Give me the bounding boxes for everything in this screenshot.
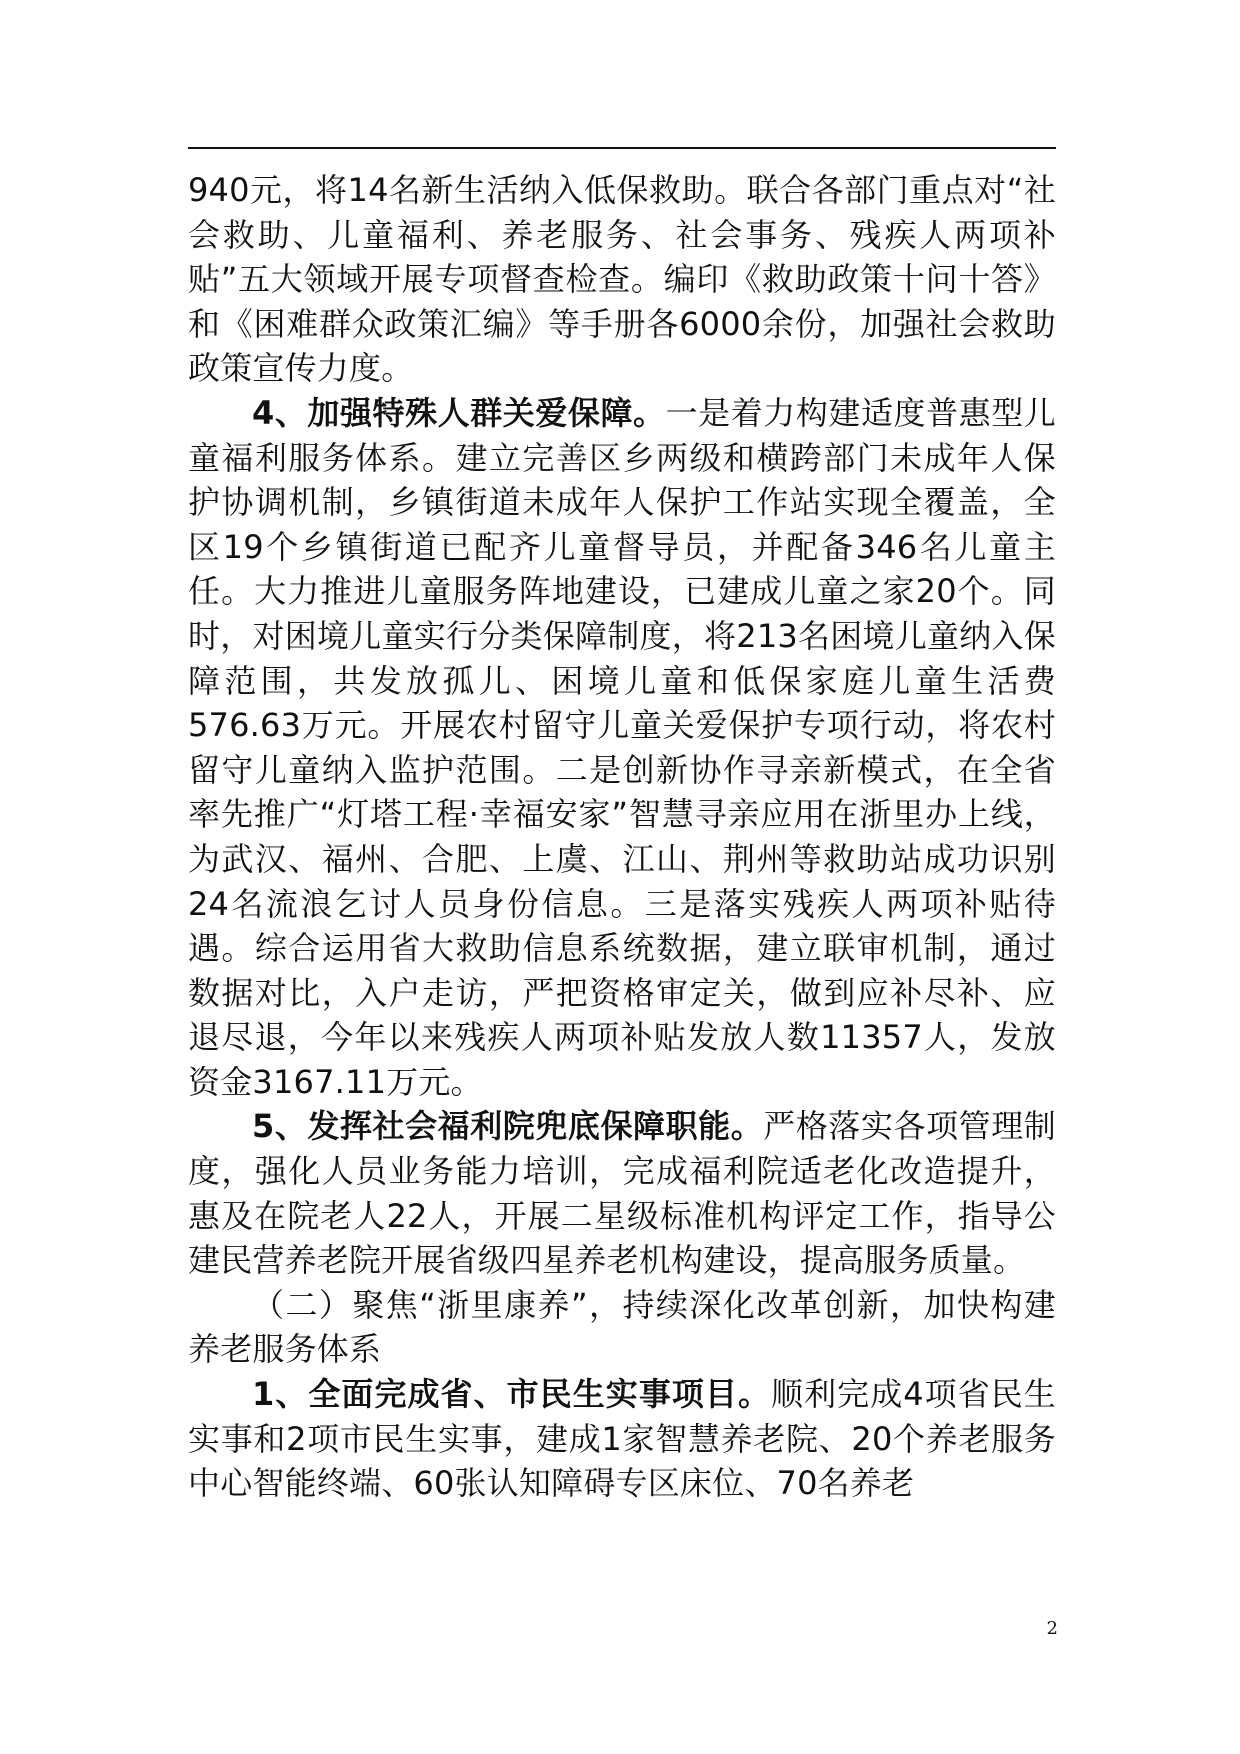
paragraph-text: 顺利完成4项省民生实事和2项市民生实事，建成1家智慧养老院、20个养老服务中心智能终端、60张认知障碍专区床位、70名养老 [188,1375,1056,1503]
section-heading [188,1283,1056,1372]
section-heading-text: （二）聚焦“浙里康养”，持续深化改革创新，加快构建养老服务体系 [188,1285,1056,1369]
paragraph-heading: 1、全面完成省、市民生实事项目。 [252,1375,772,1414]
header-rule [188,147,1056,149]
document-body [188,168,1056,1506]
page-number: 2 [1046,1618,1058,1639]
paragraph-heading: 5、发挥社会福利院兜底保障职能。 [252,1107,764,1146]
paragraph-text: 940元，将14名新生活纳入低保救助。联合各部门重点对“社会救助、儿童福利、养老服务、社会事务、残疾人两项补贴”五大领域开展专项督查检查。编印《救助政策十问十答》和《困难群众政策汇编》等手册各6000余份，加强社会救助政策宣传力度。 [188,171,1056,388]
paragraph [188,1104,1056,1282]
paragraph [188,391,1056,1105]
paragraph-heading: 4、加强特殊人群关爱保障。 [252,393,666,432]
paragraph [188,168,1056,391]
paragraph-text: 严格落实各项管理制度，强化人员业务能力培训，完成福利院适老化改造提升，惠及在院老人22人，开展二星级标准机构评定工作，指导公建民营养老院开展省级四星养老机构建设，提高服务质量。 [188,1107,1056,1280]
paragraph [188,1372,1056,1506]
paragraph-text: 一是着力构建适度普惠型儿童福利服务体系。建立完善区乡两级和横跨部门未成年人保护协调机制，乡镇街道未成年人保护工作站实现全覆盖，全区19个乡镇街道已配齐儿童督导员，并配备346名儿童主任。大力推进儿童服务阵地建设，已建成儿童之家20个。同时，对困境儿童实行分类保障制度，将213名困境儿童纳入保障范围，共发放孤儿、困境儿童和低保家庭儿童生活费576.63万元。开展农村留守儿童关爱保护专项行动，将农村留守儿童纳入监护范围。二是创新协作寻亲新模式，在全省率先推广“灯塔工程·幸福安家”智慧寻亲应用在浙里办上线，为武汉、福州、合肥、上虞、江山、荆州等救助站成功识别24名流浪乞讨人员身份信息。三是落实残疾人两项补贴待遇。综合运用省大救助信息系统数据，建立联审机制，通过数据对比，入户走访，严把资格审定关，做到应补尽补、应退尽退，今年以来残疾人两项补贴发放人数11357人，发放资金3167.11万元。 [188,393,1056,1101]
